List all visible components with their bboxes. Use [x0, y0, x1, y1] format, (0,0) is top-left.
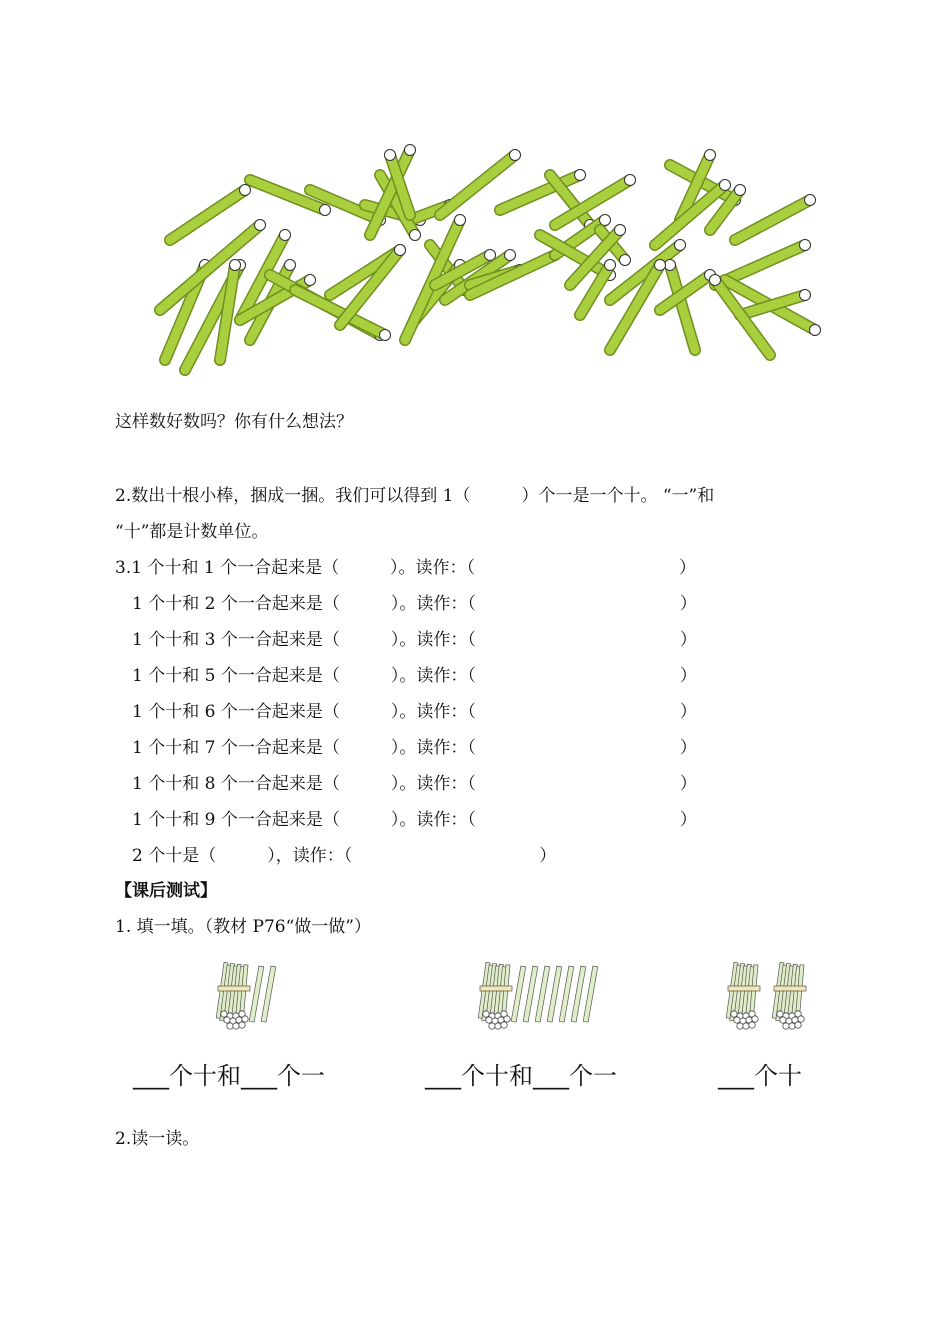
stick-bundle — [216, 962, 250, 1029]
stick-bundle — [726, 962, 760, 1029]
loose-sticks — [249, 966, 276, 1022]
two-bundles-icon — [722, 958, 822, 1033]
test2-title: 2.读一读。 — [115, 1129, 200, 1149]
stick-bundle — [772, 962, 806, 1029]
q3-row: 1 个十和 9 个一合起来是（ ）。读作：（ ） — [115, 810, 697, 830]
q2-line1: 2.数出十根小棒，捆成一捆。我们可以得到 1（ ）个一是一个十。 “一”和 — [115, 486, 715, 506]
stick — [170, 185, 251, 241]
q3-row: 1 个十和 8 个一合起来是（ ）。读作：（ ） — [115, 774, 697, 794]
stick — [735, 195, 816, 241]
fill-label-2: ___个十和___个一 — [425, 1062, 617, 1090]
stick — [220, 260, 241, 361]
q1-question: 这样数好数吗？你有什么想法？ — [115, 412, 353, 432]
q3-row: 1 个十和 7 个一合起来是（ ）。读作：（ ） — [115, 738, 697, 758]
scattered-sticks-illustration — [100, 135, 830, 385]
loose-sticks — [511, 966, 598, 1022]
stick-bundle — [478, 962, 512, 1029]
section-heading: 【课后测试】 — [115, 881, 217, 901]
one-bundle-seven-sticks-icon — [472, 958, 612, 1033]
q3-row: 3.1 个十和 1 个一合起来是（ ）。读作：（ ） — [115, 558, 697, 578]
q2-line2: “十”都是计数单位。 — [115, 522, 269, 542]
one-bundle-two-sticks-icon — [210, 958, 300, 1033]
q3-row: 2 个十是（ ），读作：（ ） — [115, 846, 557, 866]
q3-row: 1 个十和 3 个一合起来是（ ）。读作：（ ） — [115, 630, 697, 650]
test1-title: 1. 填一填。（教材 P76“做一做”） — [115, 917, 371, 937]
q3-row: 1 个十和 5 个一合起来是（ ）。读作：（ ） — [115, 666, 697, 686]
q3-row: 1 个十和 6 个一合起来是（ ）。读作：（ ） — [115, 702, 697, 722]
fill-label-1: ___个十和___个一 — [133, 1062, 325, 1090]
fill-label-3: ___个十 — [718, 1062, 802, 1090]
q3-row: 1 个十和 2 个一合起来是（ ）。读作：（ ） — [115, 594, 697, 614]
